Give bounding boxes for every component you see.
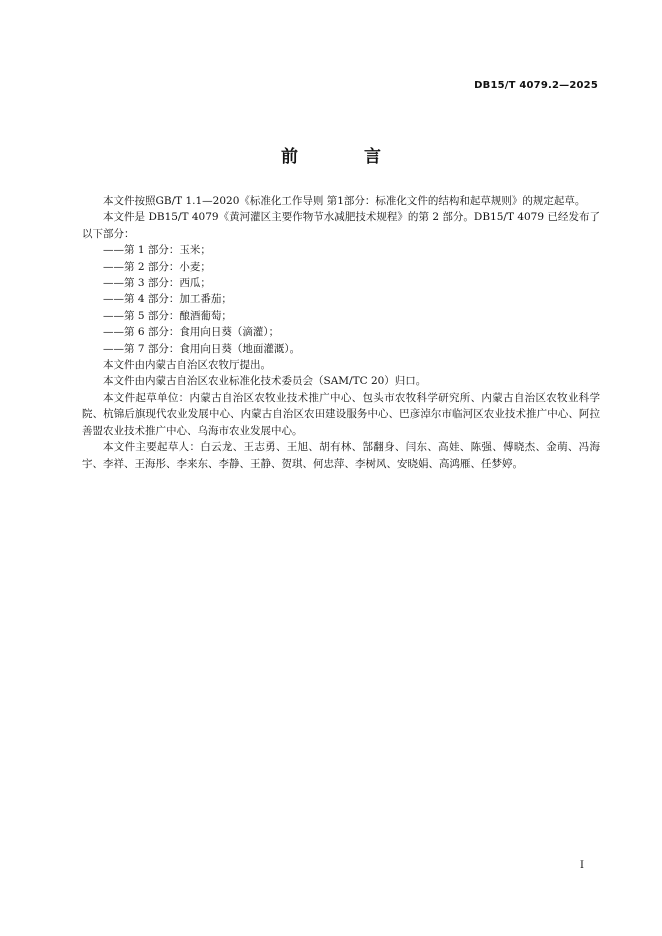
page-title: 前 言 <box>281 147 411 167</box>
list-item: ——第 5 部分：酿酒葡萄； <box>103 309 232 322</box>
paragraph-part-intro: 本文件是 DB15/T 4079《黄河灌区主要作物节水减肥技术规程》的第 2 部分。DB15/T 4079 已经发布了以下部分： <box>82 211 600 240</box>
list-item: ——第 4 部分：加工番茄； <box>103 293 232 306</box>
standard-code: DB15/T 4079.2—2025 <box>474 80 598 91</box>
paragraph-drafting-units: 本文件起草单位：内蒙古自治区农牧业技术推广中心、包头市农牧科学研究所、内蒙古自治区农牧业科学院、杭锦后旗现代农业发展中心、内蒙古自治区农田建设服务中心、巴彦淖尔市临河区农业技术推广中心、阿拉善盟农业技术推广中心、乌海市农业发展中心。 <box>82 391 600 437</box>
paragraph-responsible: 本文件由内蒙古自治区农业标准化技术委员会（SAM/TC 20）归口。 <box>103 375 427 388</box>
list-item: ——第 6 部分：食用向日葵（滴灌）； <box>103 326 280 339</box>
list-item: ——第 3 部分：西瓜； <box>103 277 211 290</box>
list-item: ——第 1 部分：玉米； <box>103 244 211 257</box>
page-number: I <box>580 860 584 871</box>
paragraph-drafters: 本文件主要起草人：白云龙、王志勇、王旭、胡有林、郜翻身、闫东、高娃、陈强、傅晓杰、金萌、冯海宇、李祥、王海彤、李来东、李静、王静、贺琪、何忠萍、李树风、安晓娟、高鸿雁、任梦婷。 <box>82 441 600 470</box>
list-item: ——第 7 部分：食用向日葵（地面灌溉）。 <box>103 342 301 355</box>
list-item: ——第 2 部分：小麦； <box>103 260 211 273</box>
paragraph-proposer: 本文件由内蒙古自治区农牧厅提出。 <box>103 359 271 372</box>
document-body <box>82 193 600 472</box>
paragraph-drafting-rule: 本文件按照GB/T 1.1—2020《标准化工作导则 第1部分：标准化文件的结构和起草规则》的规定起草。 <box>103 195 586 207</box>
